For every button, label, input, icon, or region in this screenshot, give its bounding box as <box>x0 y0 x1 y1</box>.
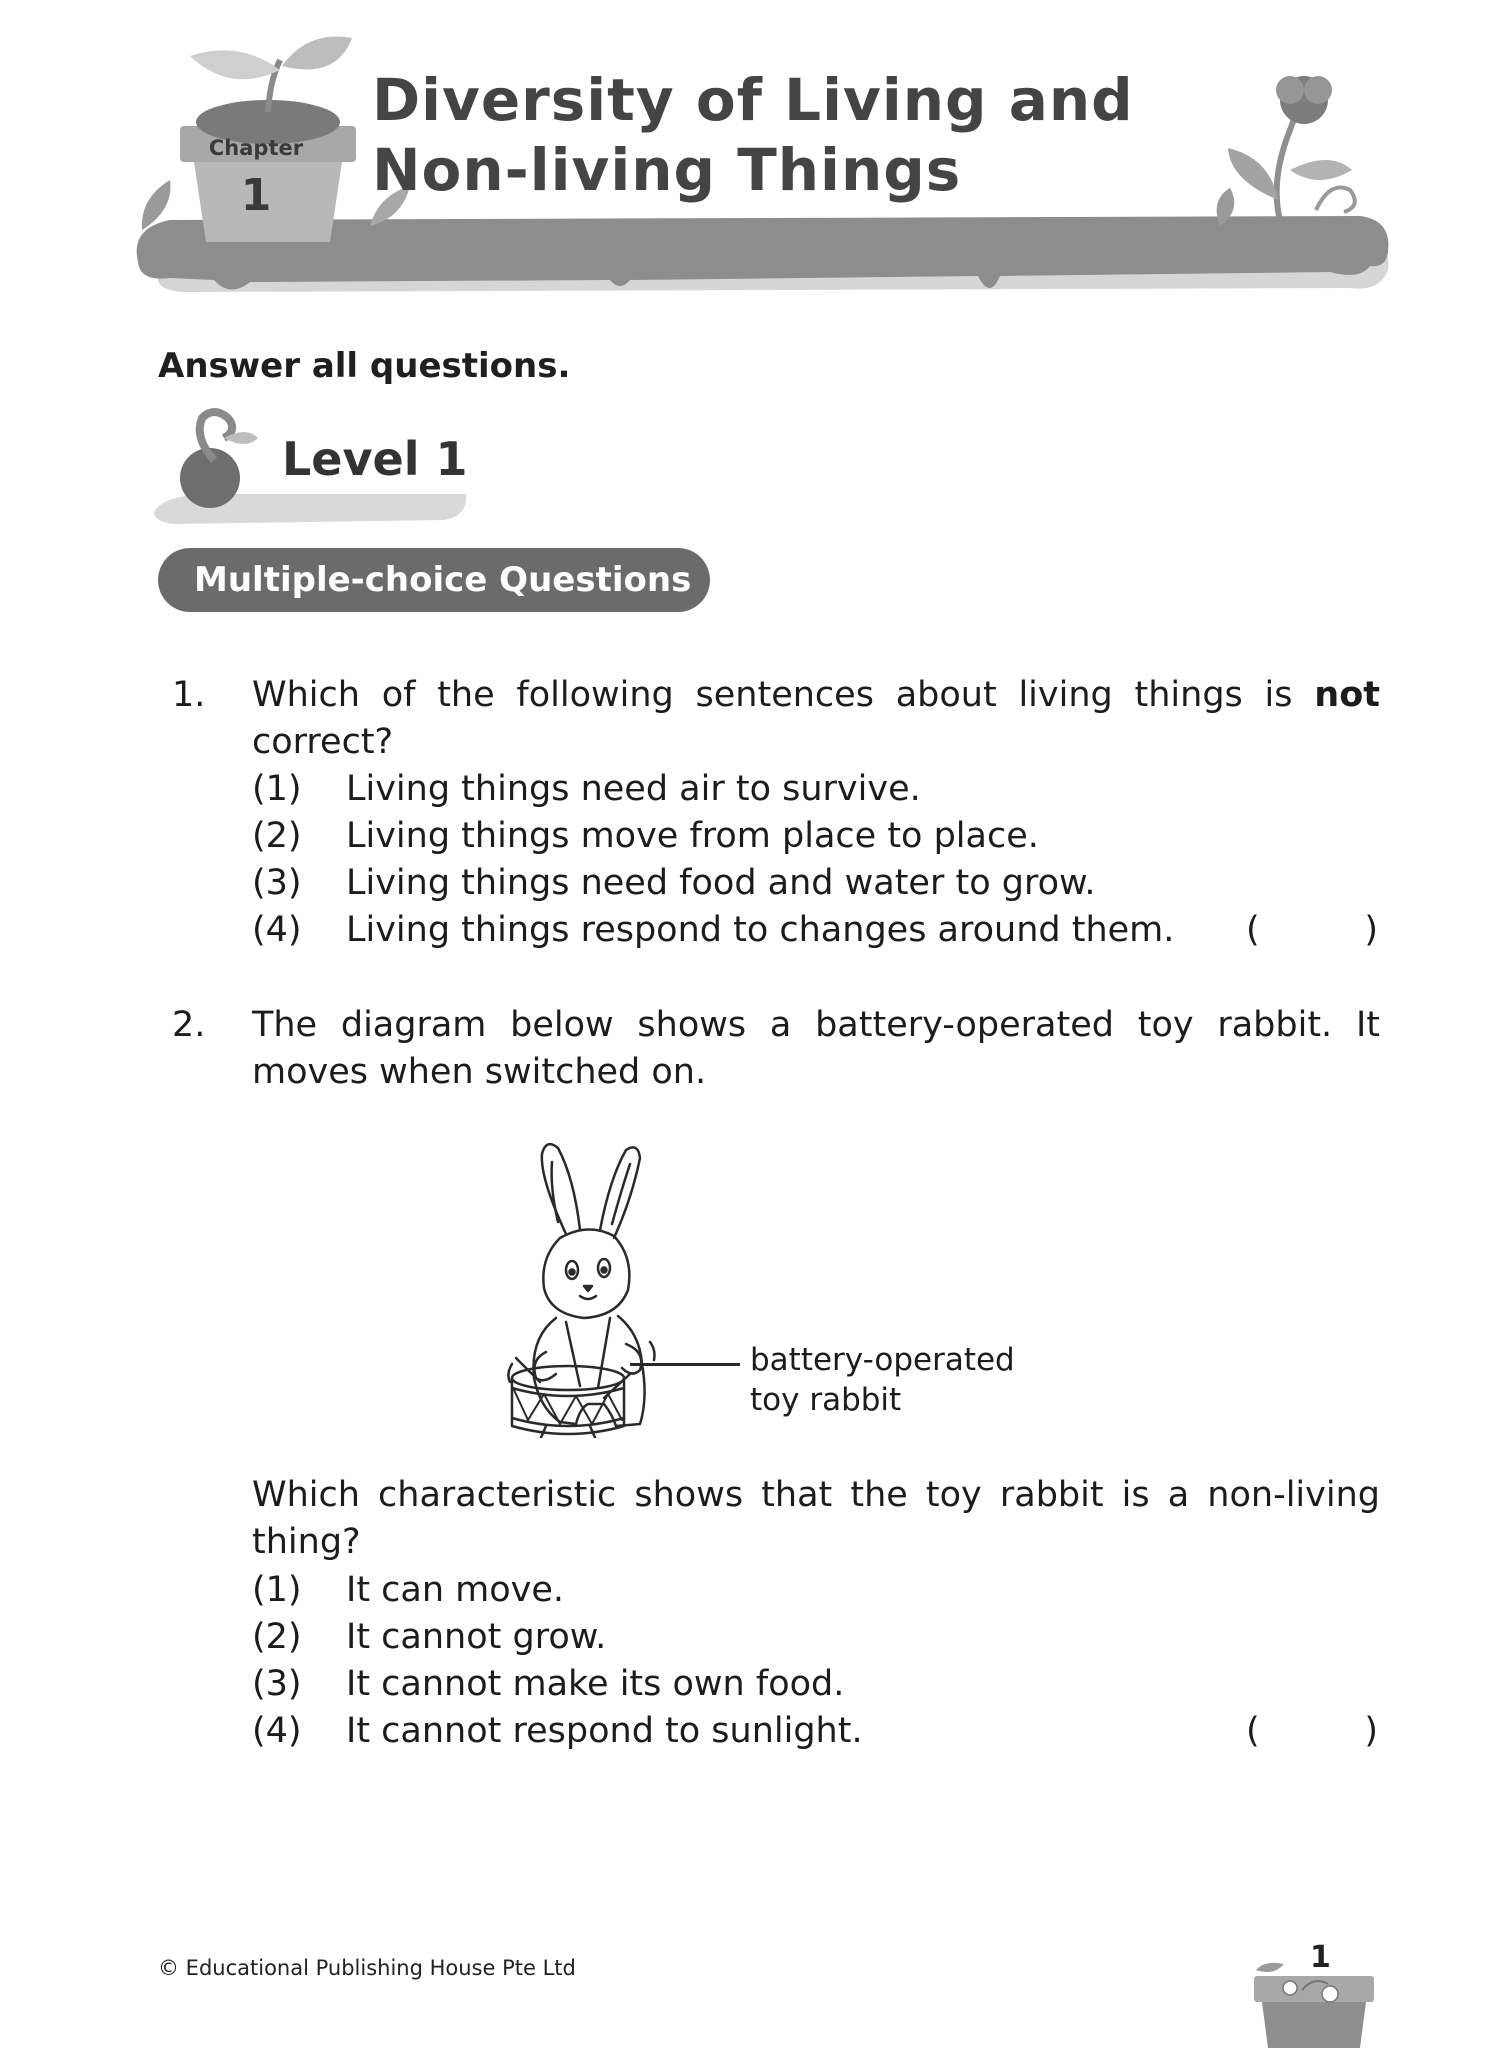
q2-option-1-label: (1) <box>252 1570 302 1610</box>
sprout-leaf-right <box>282 37 352 70</box>
question-1-emphasis: not <box>1314 675 1380 715</box>
q1-option-2-label: (2) <box>252 816 302 856</box>
q1-option-1-label: (1) <box>252 769 302 809</box>
q1-option-4-text: Living things respond to changes around them. <box>346 910 1175 950</box>
q2-option-3-label: (3) <box>252 1664 302 1704</box>
sprout-leaf-left <box>190 50 280 79</box>
chapter-label: Chapter <box>208 136 304 160</box>
chapter-number: 1 <box>240 170 272 221</box>
level-heading: Level 1 <box>282 432 468 486</box>
question-1-line-1 <box>252 672 1380 719</box>
rabbit-head <box>543 1229 629 1318</box>
q2-option-4-text: It cannot respond to sunlight. <box>346 1711 863 1751</box>
figure-label-line-1: battery-operated <box>750 1342 1015 1378</box>
q2-option-4-label: (4) <box>252 1711 302 1751</box>
question-2-prompt: Which characteristic shows that the toy rabbit is a non-living thing? <box>252 1475 1380 1562</box>
flower-leaf-right <box>1290 160 1352 180</box>
q1-option-3-text: Living things need food and water to grow. <box>346 863 1096 903</box>
question-1-number: 1. <box>172 675 206 715</box>
figure-label-line-2: toy rabbit <box>750 1382 902 1418</box>
copyright-text: © Educational Publishing House Pte Ltd <box>158 1956 576 1980</box>
question-1-line-2: correct? <box>252 722 394 762</box>
chapter-title-line-2: Non-living Things <box>372 136 962 204</box>
section-pill <box>158 548 710 612</box>
q2-option-1-text: It can move. <box>346 1570 565 1610</box>
question-2-text: The diagram below shows a battery-operated toy rabbit. It moves when switched on. <box>252 1005 1380 1092</box>
figure-label-line <box>630 1363 740 1366</box>
q1-option-4-label: (4) <box>252 910 302 950</box>
rabbit-ear-left <box>542 1144 580 1234</box>
page-number: 1 <box>1310 1940 1331 1975</box>
toy-rabbit-figure <box>500 1138 750 1438</box>
question-1-text: Which of the following sentences about living things is <box>252 675 1293 715</box>
q1-answer-box[interactable]: ( ) <box>1246 910 1378 950</box>
q1-option-1-text: Living things need air to survive. <box>346 769 921 809</box>
q2-answer-box[interactable]: ( ) <box>1246 1711 1378 1751</box>
chapter-title-line-1: Diversity of Living and <box>372 66 1134 134</box>
flower-leaf-left <box>1228 148 1278 200</box>
question-2-number: 2. <box>172 1005 206 1045</box>
section-title: Multiple-choice Questions <box>194 560 692 600</box>
q1-option-2-text: Living things move from place to place. <box>346 816 1039 856</box>
q2-option-2-text: It cannot grow. <box>346 1617 607 1657</box>
flower-curl <box>1316 188 1355 213</box>
instruction-text: Answer all questions. <box>158 346 571 386</box>
q2-option-3-text: It cannot make its own food. <box>346 1664 845 1704</box>
drum-top <box>512 1366 624 1390</box>
q2-option-2-label: (2) <box>252 1617 302 1657</box>
q1-option-3-label: (3) <box>252 863 302 903</box>
